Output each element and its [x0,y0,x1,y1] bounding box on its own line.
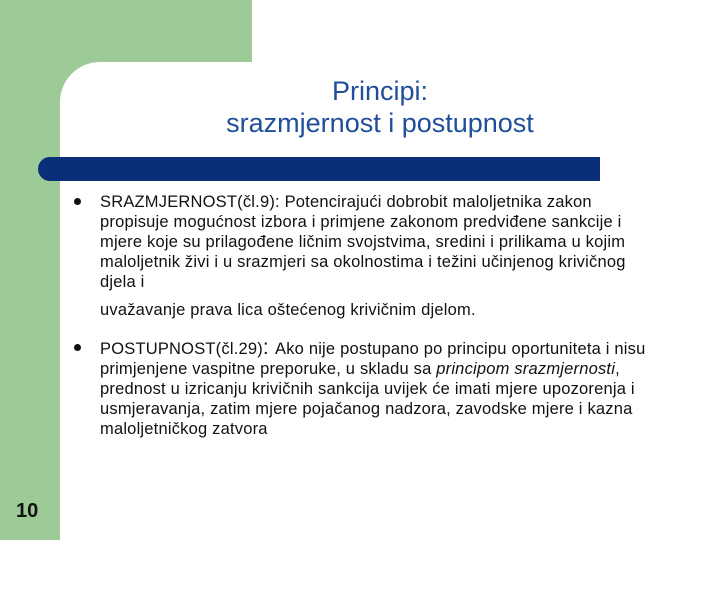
bullet-item-srazmjernost [74,192,664,320]
slide-title [110,75,650,139]
title-line-2: srazmjernost i postupnost [226,108,534,138]
slide-body [74,192,664,439]
bullet-colon: : [262,336,275,359]
page-number: 10 [16,500,39,522]
bullet-heading: SRAZMJERNOST(čl.9): [100,193,285,211]
title-divider-bar [38,157,600,181]
bullet-body-b: , prednost u izricanju krivičnih sankcija uvijek će imati mjere upozorenja i usmjeravanja, zatim mjere pojačanog nadzora, zavodske mjere i kazna maloljetničkog zatvora [100,360,635,438]
bullet-tail: uvažavanje prava lica oštećenog krivičnim djelom. [100,301,476,319]
bullet-item-postupnost [74,338,664,439]
bullet-body-a: Ako nije postupano po principu oportuniteta i nisu primjenjene vaspitne preporuke, u skladu sa [100,340,646,378]
title-line-1: Principi: [331,76,429,106]
bullet-heading: POSTUPNOST(čl.29) [100,340,263,358]
bullet-dot-icon [74,198,81,205]
bullet-body: Potencirajući dobrobit maloljetnika zakon propisuje mogućnost izbora i primjene zakonom predviđene sankcije i mjere koje su prilagođene ličnim svojstvima, sredini i prilikama u kojim maloljetnik živi i u srazmjeri sa okolnostima i težini učinjenog krivičnog djela i [100,193,626,291]
bullet-dot-icon [74,344,81,351]
bullet-italic: principom srazmjernosti [436,360,616,378]
